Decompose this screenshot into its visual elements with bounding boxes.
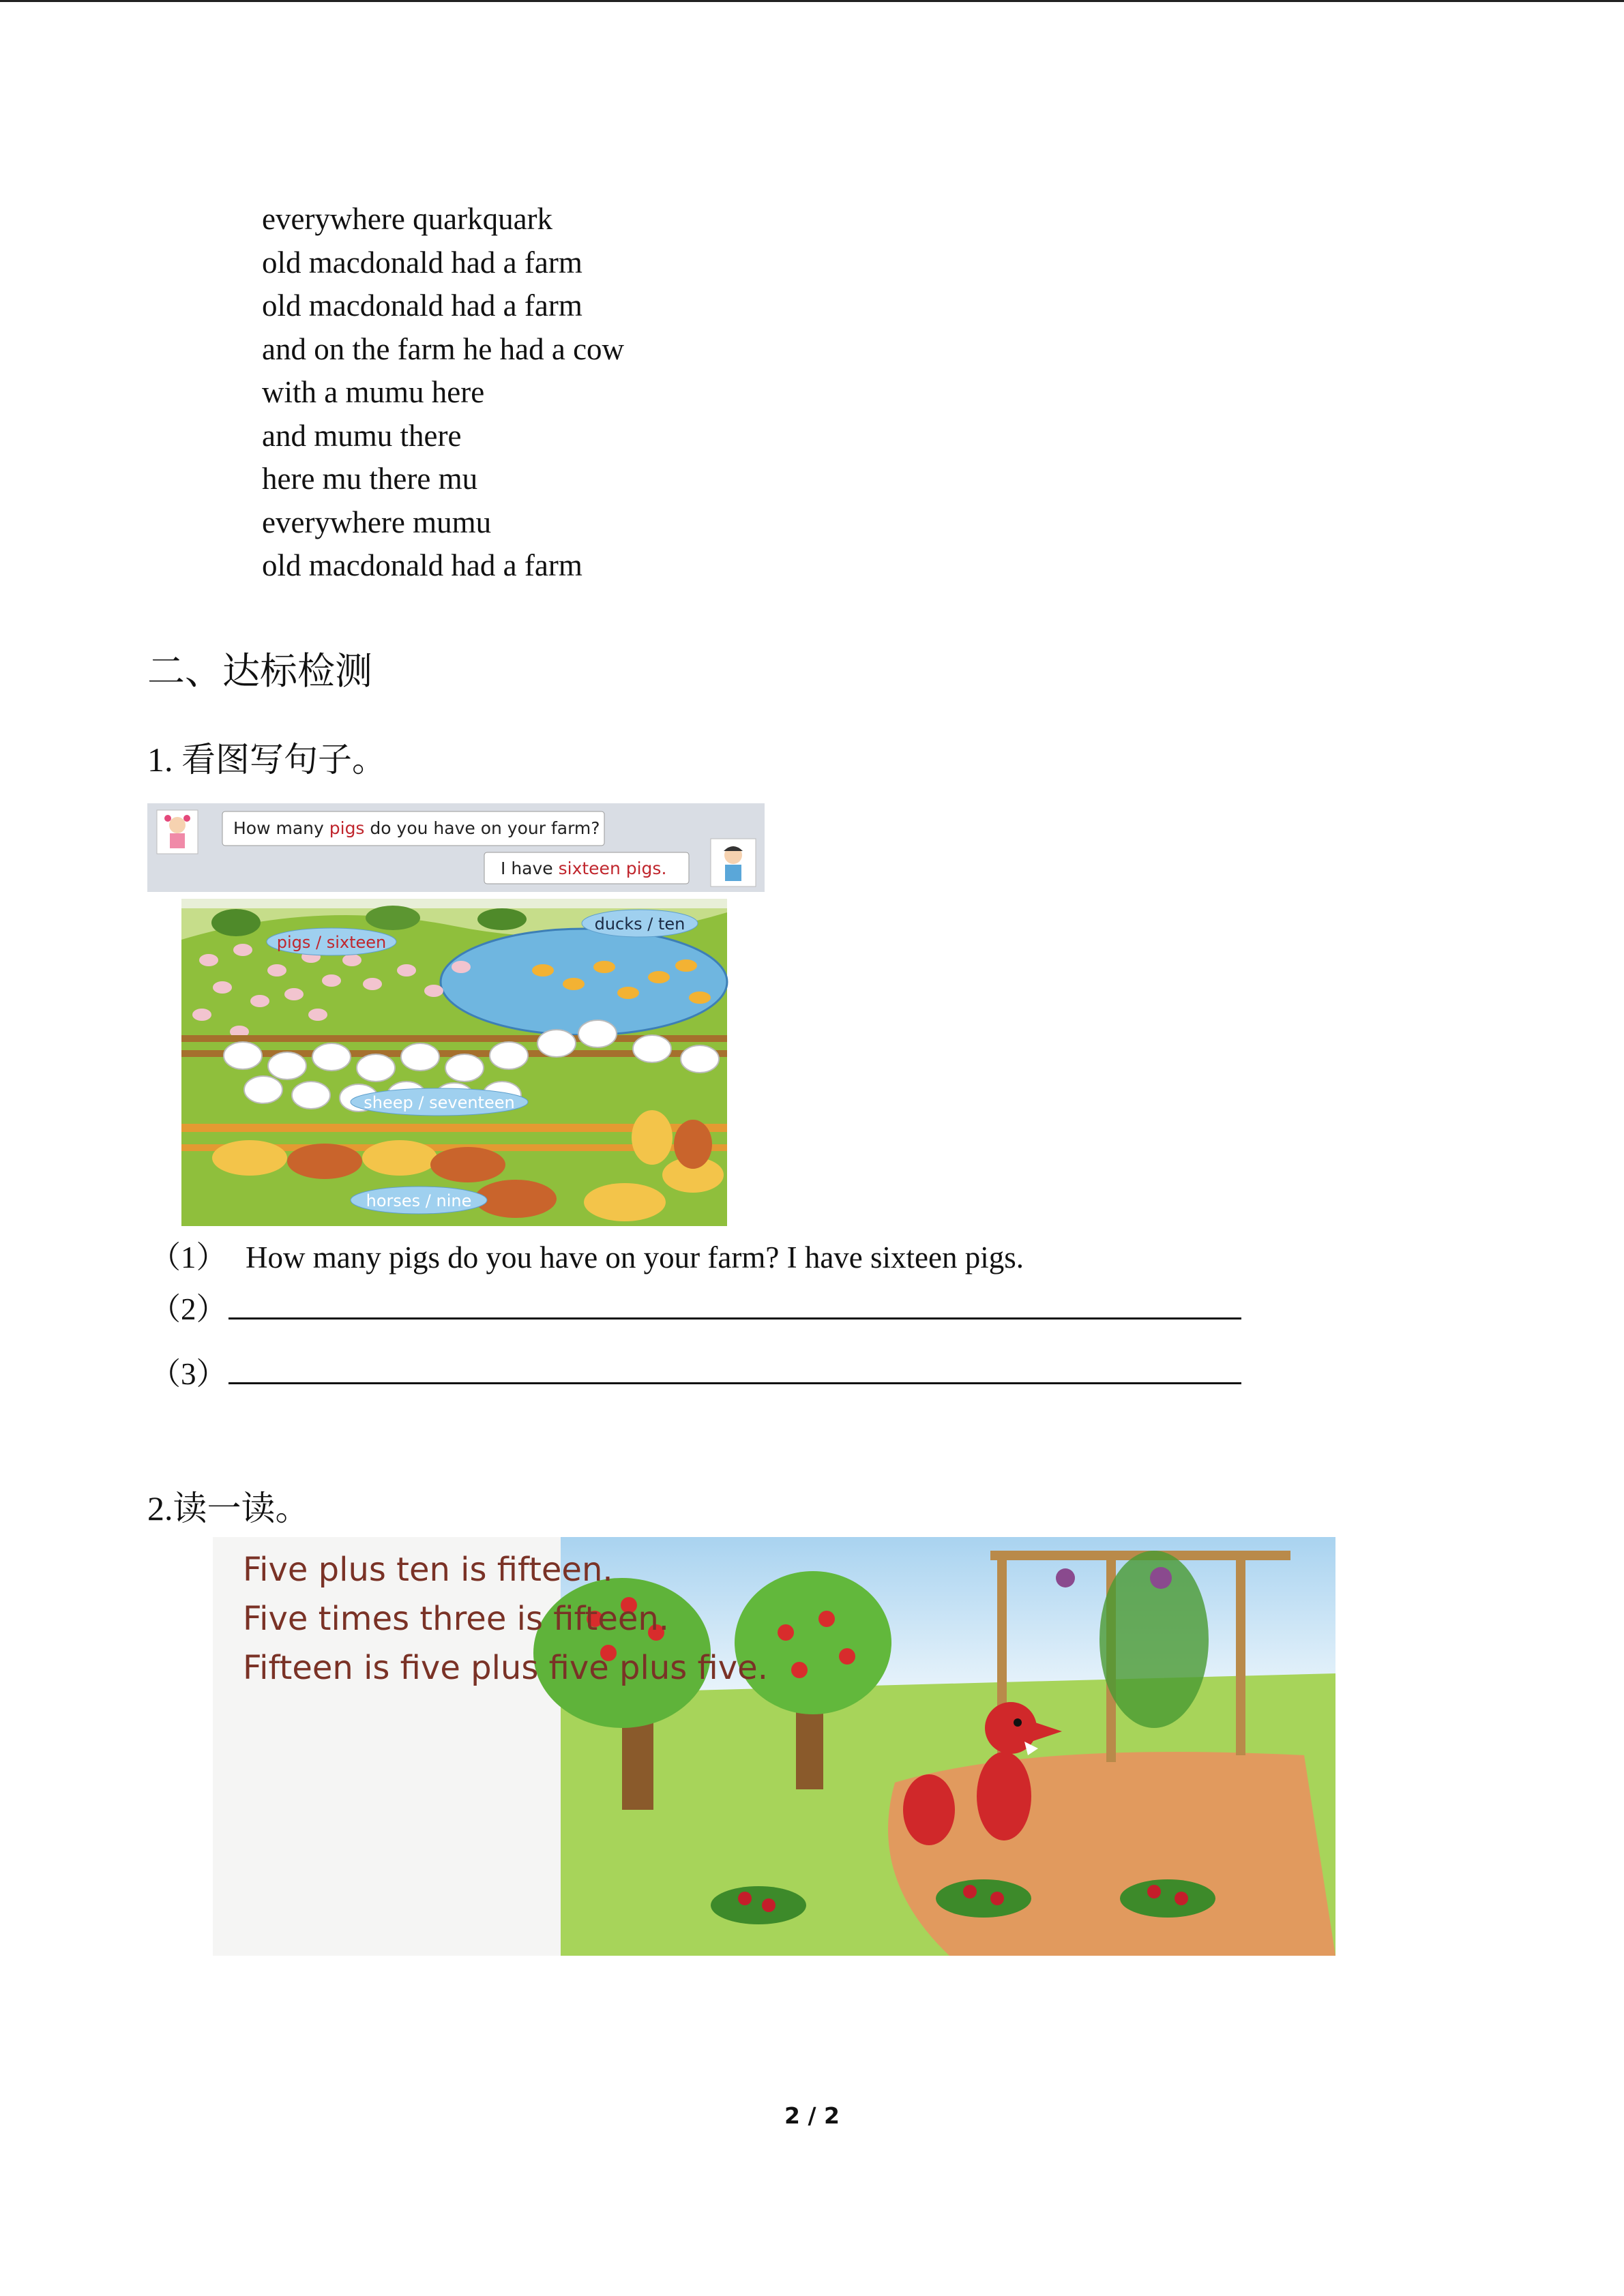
answer-number: （1） bbox=[150, 1240, 227, 1274]
svg-text:sheep / seventeen: sheep / seventeen bbox=[364, 1093, 515, 1112]
song-lyrics bbox=[262, 198, 624, 588]
page-number: 2 / 2 bbox=[784, 2102, 840, 2129]
orchard-illustration bbox=[213, 1537, 1335, 1956]
answer-number: （3） bbox=[150, 1357, 227, 1391]
label-sheep bbox=[351, 1088, 528, 1116]
answer-text: How many pigs do you have on your farm? I have sixteen pigs. bbox=[246, 1240, 1024, 1274]
answer-line-1 bbox=[150, 1237, 1024, 1278]
boy-avatar-icon bbox=[711, 839, 756, 886]
farm-illustration bbox=[147, 803, 765, 1226]
label-ducks bbox=[582, 910, 698, 937]
farm-field bbox=[181, 899, 727, 1226]
lyric-line: old macdonald had a farm bbox=[262, 548, 582, 582]
reading-line: Five times three is fifteen. bbox=[243, 1600, 670, 1638]
answer-number: （2） bbox=[150, 1292, 227, 1326]
section-heading: 二、达标检测 bbox=[147, 651, 373, 692]
lyric-line: and on the farm he had a cow bbox=[262, 331, 625, 366]
lyric-line: everywhere quarkquark bbox=[262, 202, 553, 236]
answer-blank[interactable] bbox=[228, 1355, 1241, 1384]
page-top-border bbox=[0, 0, 1624, 2]
question-2-title: 2.读一读。 bbox=[147, 1489, 310, 1527]
girl-avatar-icon bbox=[157, 810, 198, 854]
lyric-line: with a mumu here bbox=[262, 375, 485, 409]
reading-line: Five plus ten is fifteen. bbox=[243, 1551, 613, 1589]
question-bubble-text: How many pigs do you have on your farm? bbox=[233, 818, 600, 838]
reading-line: Fifteen is five plus five plus five. bbox=[243, 1649, 768, 1687]
answer-line-2 bbox=[150, 1289, 1241, 1330]
label-horses bbox=[351, 1187, 487, 1214]
lyric-line: old macdonald had a farm bbox=[262, 288, 582, 323]
answer-blank[interactable] bbox=[228, 1290, 1241, 1320]
question-1-title: 1. 看图写句子。 bbox=[147, 741, 386, 779]
svg-text:pigs / sixteen: pigs / sixteen bbox=[276, 933, 387, 952]
lyric-line: here mu there mu bbox=[262, 462, 478, 496]
lyric-line: and mumu there bbox=[262, 418, 462, 453]
svg-text:horses / nine: horses / nine bbox=[366, 1191, 472, 1210]
svg-text:ducks / ten: ducks / ten bbox=[594, 914, 685, 934]
answer-line-3 bbox=[150, 1354, 1241, 1395]
lyric-line: old macdonald had a farm bbox=[262, 245, 582, 280]
label-pigs bbox=[267, 928, 396, 955]
lyric-line: everywhere mumu bbox=[262, 505, 492, 539]
answer-bubble-text: I have sixteen pigs. bbox=[501, 859, 667, 878]
